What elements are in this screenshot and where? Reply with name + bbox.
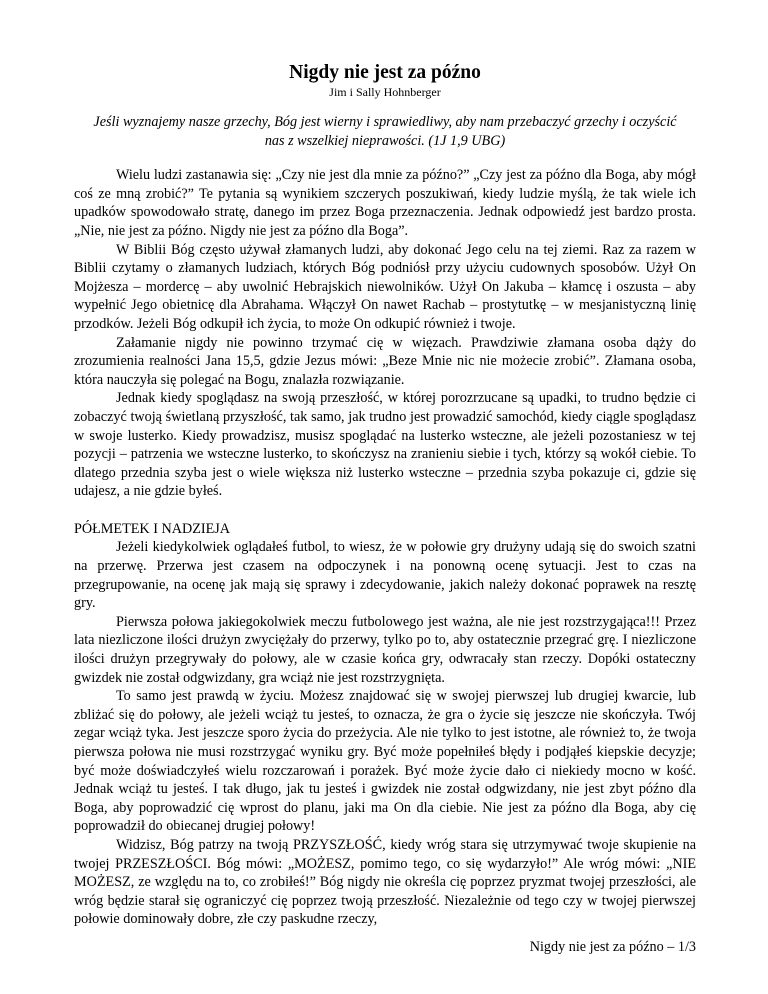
paragraph: Jeżeli kiedykolwiek oglądałeś futbol, to wiesz, że w połowie gry drużyny udają się do swoich szatni na przerwę. Przerwa jest czasem na odpoczynek i na ponowną ocenę sytuacji. Jest to czas na przegrupowanie, na ocenę jak mają się sprawy i zdecydowanie, jakich należy dokonać poprawek na resztę gry. <box>74 539 696 612</box>
author-line: Jim i Sally Hohnberger <box>329 85 441 99</box>
page-footer: Nigdy nie jest za późno – 1/3 <box>529 939 696 955</box>
halftime-section <box>74 538 696 928</box>
paragraph: W Biblii Bóg często używał złamanych ludzi, aby dokonać Jego celu na tej ziemi. Raz za razem w Biblii czytamy o złamanych ludziach, których Bóg podniósł przy użyciu cudownych sposobów. Użył On Mojżesza – mordercę – aby uwolnić Hebrajskich niewolników. Użył On Jakuba – kłamcę i oszusta – aby wypełnić Jego obietnicę dla Abrahama. Włączył On nawet Rachab – prostytutkę – w mesjanistyczną linię przodków. Jeżeli Bóg odkupił ich życia, to może On odkupić również i twoje. <box>74 241 696 332</box>
bible-verse-motto: Jeśli wyznajemy nasze grzechy, Bóg jest wierny i sprawiedliwy, aby nam przebaczyć grzechy i oczyścić nas z wszelkiej nieprawości. (1J 1,9 UBG) <box>93 114 677 149</box>
paragraph: Załamanie nigdy nie powinno trzymać cię w więzach. Prawdziwie złamana osoba dąży do zrozumienia realności Jana 15,5, gdzie Jezus mówi: „Beze Mnie nic nie możecie zrobić”. Złamana osoba, która nauczyła się polegać na Bogu, znalazła rozwiązanie. <box>74 334 696 388</box>
document-page <box>74 62 696 929</box>
paragraph: Wielu ludzi zastanawia się: „Czy nie jest dla mnie za późno?” „Czy jest za późno dla Boga, aby mógł coś ze mną zrobić?” Te pytania są wynikiem szczerych poszukiwań, kiedy ludzie myślą, że tak wiele ich upadków spowodowało stratę, danego im przez Boga przeznaczenia. Jednak odpowiedź jest bardzo prosta. „Nie, nie jest za późno. Nigdy nie jest za późno dla Boga”. <box>74 167 696 239</box>
paragraph: Pierwsza połowa jakiegokolwiek meczu futbolowego jest ważna, ale nie jest rozstrzygająca!!! Przez lata niezliczone ilości drużyn zwyciężały do przerwy, tylko po to, aby ostatecznie przegrać grę. I niezliczone ilości drużyn przegrywały do połowy, ale w czasie końca gry, odwracały stan rzeczy. Dopóki ostateczny gwizdek nie został odgwizdany, gra wciąż nie jest rozstrzygnięta. <box>74 613 696 686</box>
paragraph: To samo jest prawdą w życiu. Możesz znajdować się w swojej pierwszej lub drugiej kwarcie, lub zbliżać się do połowy, ale jeżeli wciąż tu jesteś, to oznacza, że gra o życie się jeszcze nie skończyła. Twój zegar wciąż tyka. Jest jeszcze sporo życia do przeżycia. Ale nie tylko to jest istotne, ale również to, że twoja pierwsza połowa nie musi rozstrzygać wyniku gry. Być może popełniłeś błędy i podjąłeś kiepskie decyzje; być może doświadczyłeś wielu rozczarowań i porażek. Być może życie dało ci niekiedy mocno w kość. Jednak wciąż tu jesteś. I tak długo, jak tu jesteś i gwizdek nie został odgwizdany, nie jest zbyt późno dla Boga, aby poprowadzić cię wprost do planu, jaki ma On dla ciebie. Nie jest za późno dla Boga, aby cię poprowadził do obiecanej drugiej połowy! <box>74 688 696 835</box>
section-heading: PÓŁMETEK I NADZIEJA <box>74 520 231 537</box>
page-title: Nigdy nie jest za późno <box>289 62 481 83</box>
intro-section <box>74 166 696 501</box>
paragraph: Jednak kiedy spoglądasz na swoją przeszłość, w której porozrzucane są upadki, to trudno będzie ci zobaczyć twoją świetlaną przyszłość, tak samo, jak trudno jest prowadzić samochód, kiedy ciągle spoglądasz w swoje lusterko. Kiedy prowadzisz, musisz spoglądać na lusterko wsteczne, ale jeżeli pozostaniesz w tej pozycji – patrzenia we wsteczne lusterko, to skończysz na zranieniu siebie i tych, którzy są wokół ciebie. To dlatego przednia szyba jest o wiele większa niż lusterko wsteczne – przednia szyba pokazuje ci, gdzie się udajesz, a nie gdzie byłeś. <box>74 390 696 500</box>
paragraph: Widzisz, Bóg patrzy na twoją PRZYSZŁOŚĆ, kiedy wróg stara się utrzymywać twoje skupienie na twojej PRZESZŁOŚCI. Bóg mówi: „MOŻESZ, pomimo tego, co się wydarzyło!” Ale wróg mówi: „NIE MOŻESZ, ze względu na to, co zrobiłeś!” Bóg nigdy nie określa cię poprzez pryzmat twojej przeszłości, ale wróg będzie starał się ograniczyć cię poprzez twoją przeszłość. Niezależnie od tego czy w twojej pierwszej połowie dominowały dobre, złe czy paskudne rzeczy, <box>74 836 696 928</box>
